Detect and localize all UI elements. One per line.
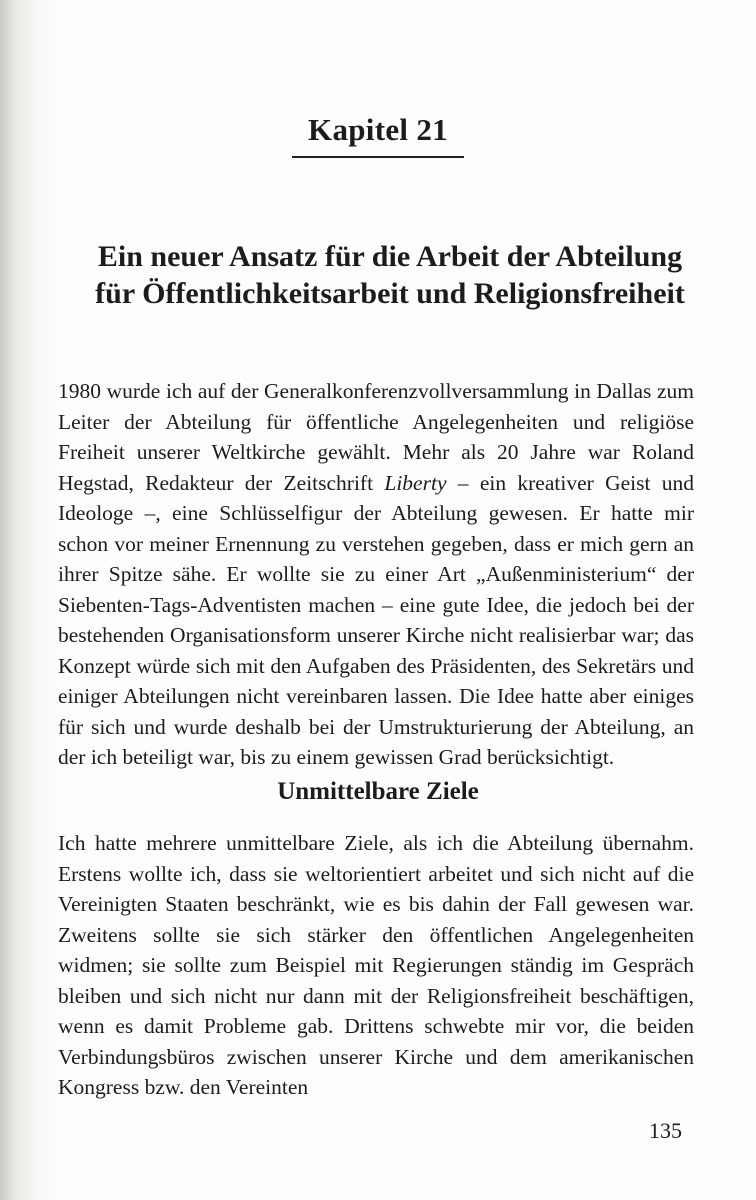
paragraph-1-text-a: 1980 wurde ich auf der Generalkonferenzvollversammlung in Dallas zum Leiter der Abteilung für öffentliche Angelegenheiten und religiöse Freiheit unserer Weltkirche gewählt. Mehr als 20 Jahre war Roland Hegstad, Redakteur der Zeitschrift xyxy=(58,379,694,495)
chapter-title xyxy=(40,238,740,312)
paragraph-2: Ich hatte mehrere unmittelbare Ziele, als ich die Abteilung übernahm. Erstens wollte ich, dass sie weltorientiert arbeitet und sich nicht auf die Vereinigten Staaten beschränkt, wie es bis dahin der Fall gewesen war. Zweitens sollte sie sich stärker den öffentlichen Angelegenheiten widmen; sie sollte zum Beispiel mit Regierungen ständig im Gespräch bleiben und sich nicht nur dann mit der Religionsfreiheit beschäftigen, wenn es damit Probleme gab. Drittens schwebte mir vor, die beiden Verbindungsbüros zwischen unserer Kirche und dem amerikanischen Kongress bzw. den Vereinten xyxy=(58,831,694,1099)
chapter-header xyxy=(0,112,756,158)
section-heading: Unmittelbare Ziele xyxy=(277,778,479,805)
page-number: 135 xyxy=(649,1118,682,1143)
chapter-title-line-2: für Öffentlichkeitsarbeit und Religionsfreiheit xyxy=(95,277,685,310)
magazine-title-liberty: Liberty xyxy=(384,470,447,495)
paragraph-1-text-b: – ein kreativer Geist und Ideologe –, eine Schlüsselfigur der Abteilung gewesen. Er hatte mir schon vor meiner Ernennung zu verstehen gegeben, dass er mich gern an ihrer Spitze sähe. Er wollte sie zu einer Art „Außenministerium“ der Siebenten-Tags-Adventisten machen – eine gute Idee, die jedoch bei der bestehenden Organisationsform unserer Kirche nicht realisierbar war; das Konzept würde sich mit den Aufgaben des Präsidenten, des Sekretärs und einiger Abteilungen nicht vereinbaren lassen. Die Idee hatte aber einiges für sich und wurde deshalb bei der Umstrukturierung der Abteilung, an der ich beteiligt war, bis zu einem gewissen Grad berücksichtigt. xyxy=(58,470,695,769)
chapter-title-line-1: Ein neuer Ansatz für die Arbeit der Abteilung xyxy=(97,240,683,273)
paragraph-1 xyxy=(58,376,694,773)
chapter-label: Kapitel 21 xyxy=(292,112,464,158)
